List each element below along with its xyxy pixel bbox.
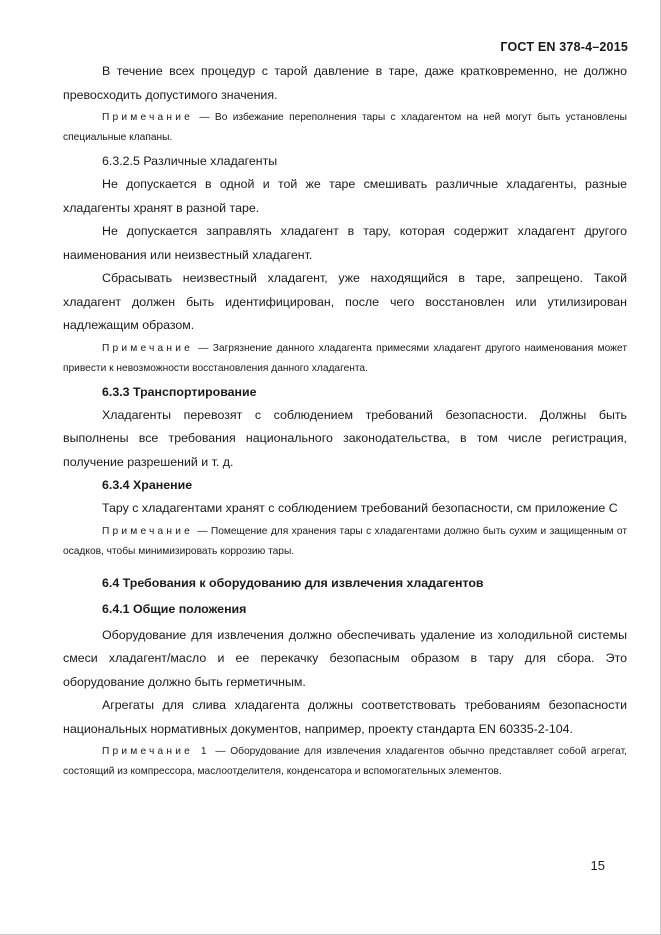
paragraph: Не допускается в одной и той же таре смешивать различные хладагенты, разные хладагенты хранят в разной таре. bbox=[63, 177, 627, 215]
section-heading-6-4: 6.4 Требования к оборудованию для извлечения хладагентов bbox=[102, 575, 484, 590]
note-label: Примечание bbox=[102, 112, 193, 123]
note bbox=[63, 339, 627, 379]
paragraph: Не допускается заправлять хладагент в тару, которая содержит хладагент другого наименования или неизвестный хладагент. bbox=[63, 224, 627, 262]
page-number: 15 bbox=[590, 858, 605, 873]
note bbox=[63, 108, 627, 148]
paragraph: Тару с хладагентами хранят с соблюдением требований безопасности, см приложение С bbox=[102, 501, 618, 515]
note-text: — Во избежание переполнения тары с хладагентом на ней могут быть установлены специальные клапаны. bbox=[63, 112, 627, 143]
note-label: Примечание bbox=[102, 525, 193, 537]
section-heading-6-4-1: 6.4.1 Общие положения bbox=[102, 601, 247, 616]
note-text: — Загрязнение данного хладагента примесями хладагент другого наименования может привести к невозможности восстановления данного хладагента. bbox=[63, 342, 627, 374]
note bbox=[63, 742, 627, 782]
section-heading-6-3-4: 6.3.4 Хранение bbox=[102, 478, 193, 492]
paragraph: В течение всех процедур с тарой давление в таре, даже кратковременно, не должно превосходить допустимого значения. bbox=[63, 64, 627, 102]
note-text: — Помещение для хранения тары с хладагентами должно быть сухим и защищенным от осадков, чтобы минимизировать коррозию тары. bbox=[63, 525, 627, 557]
standard-header: ГОСТ EN 378-4–2015 bbox=[500, 40, 628, 54]
note-text: — Оборудование для извлечения хладагентов обычно представляет собой агрегат, состоящий из компрессора, маслоотделителя, конденсатора и вспомогательных элементов. bbox=[63, 746, 627, 777]
section-heading-6-3-3: 6.3.3 Транспортирование bbox=[102, 384, 257, 399]
note bbox=[63, 522, 627, 562]
document-body bbox=[63, 60, 627, 784]
paragraph: Оборудование для извлечения должно обеспечивать удаление из холодильной системы смеси хладагент/масло и ее перекачку безопасным образом в тару для сбора. Это оборудование должно быть герметичным. bbox=[63, 627, 627, 689]
note-label: Примечание 1 bbox=[102, 746, 210, 757]
paragraph: Агрегаты для слива хладагента должны соответствовать требованиям безопасности национальных нормативных документов, например, проекту стандарта EN 60335-2-104. bbox=[63, 698, 627, 736]
section-heading-6-3-2-5: 6.3.2.5 Различные хладагенты bbox=[102, 154, 278, 168]
note-label: Примечание bbox=[102, 342, 193, 354]
paragraph: Сбрасывать неизвестный хладагент, уже находящийся в таре, запрещено. Такой хладагент должен быть идентифицирован, после чего восстановлен или утилизирован надлежащим образом. bbox=[63, 271, 627, 332]
paragraph: Хладагенты перевозят с соблюдением требований безопасности. Должны быть выполнены все требования национального законодательства, в том числе регистрация, получение разрешений и т. д. bbox=[63, 407, 627, 469]
